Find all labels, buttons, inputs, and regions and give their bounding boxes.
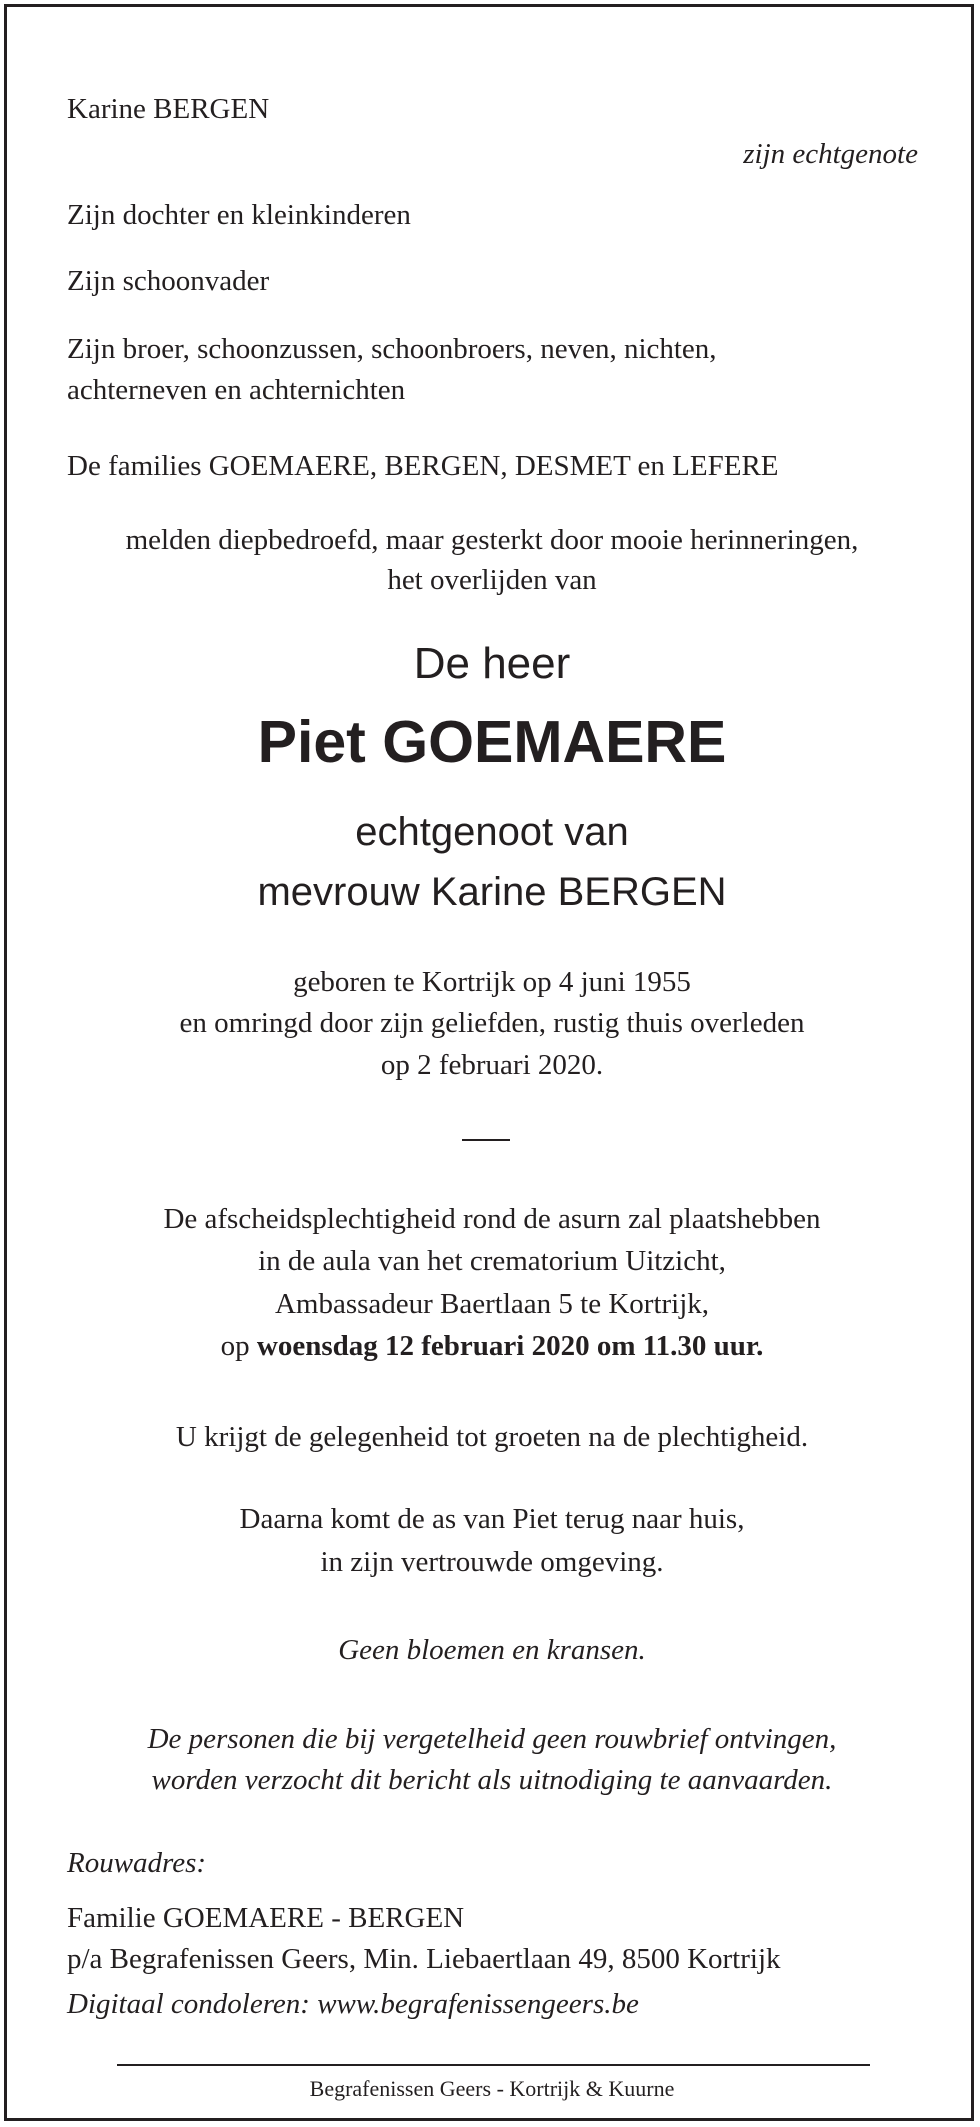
obituary-card bbox=[4, 4, 974, 2121]
spouse-name: Karine BERGEN bbox=[67, 93, 270, 125]
footer-text: Begrafenissen Geers - Kortrijk & Kuurne bbox=[309, 2076, 675, 2101]
families-line: De families GOEMAERE, BERGEN, DESMET en LEFERE bbox=[67, 450, 779, 482]
siblings-line-1: Zijn broer, schoonzussen, schoonbroers, neven, nichten, bbox=[67, 333, 717, 365]
announcement-line-1: melden diepbedroefd, maar gesterkt door mooie herinneringen, bbox=[125, 524, 859, 556]
ceremony-line-3: Ambassadeur Baertlaan 5 te Kortrijk, bbox=[274, 1288, 710, 1320]
relation-line-2: mevrouw Karine BERGEN bbox=[257, 870, 727, 914]
siblings-line-2: achterneven en achternichten bbox=[67, 374, 406, 406]
death-date-line: op 2 februari 2020. bbox=[380, 1049, 604, 1081]
father-in-law-line: Zijn schoonvader bbox=[67, 265, 270, 297]
address-label: Rouwadres: bbox=[67, 1847, 207, 1879]
spouse-role: zijn echtgenote bbox=[743, 138, 918, 170]
ceremony-line-1: De afscheidsplechtigheid rond de asurn zal plaatshebben bbox=[163, 1203, 821, 1235]
ceremony-line-2: in de aula van het crematorium Uitzicht, bbox=[258, 1245, 726, 1277]
deceased-name: Piet GOEMAERE bbox=[257, 709, 727, 775]
greeting-line: U krijgt de gelegenheid tot groeten na de plechtigheid. bbox=[175, 1421, 809, 1453]
announcement-line-2: het overlijden van bbox=[387, 564, 597, 596]
relation-line-1: echtgenoot van bbox=[355, 810, 629, 854]
notice-line-1: De personen die bij vergetelheid geen rouwbrief ontvingen, bbox=[147, 1723, 837, 1755]
ceremony-prefix: op bbox=[220, 1330, 250, 1362]
no-flowers-line: Geen bloemen en kransen. bbox=[338, 1634, 646, 1666]
ceremony-date-time: woensdag 12 februari 2020 om 11.30 uur. bbox=[256, 1330, 764, 1362]
ashes-line-2: in zijn vertrouwde omgeving. bbox=[320, 1546, 664, 1578]
footer-divider bbox=[117, 2064, 870, 2066]
address-line-1: Familie GOEMAERE - BERGEN bbox=[67, 1902, 465, 1934]
notice-line-2: worden verzocht dit bericht als uitnodiging te aanvaarden. bbox=[151, 1764, 833, 1796]
ceremony-line-4 bbox=[7, 1326, 977, 1366]
salutation: De heer bbox=[413, 639, 571, 688]
death-line: en omringd door zijn geliefden, rustig thuis overleden bbox=[179, 1007, 805, 1039]
condolence-line: Digitaal condoleren: www.begrafenissengeers.be bbox=[67, 1988, 639, 2020]
ashes-line-1: Daarna komt de as van Piet terug naar huis, bbox=[239, 1503, 745, 1535]
daughter-line: Zijn dochter en kleinkinderen bbox=[67, 199, 411, 231]
address-line-2: p/a Begrafenissen Geers, Min. Liebaertlaan 49, 8500 Kortrijk bbox=[67, 1943, 781, 1975]
birth-line: geboren te Kortrijk op 4 juni 1955 bbox=[293, 966, 691, 998]
short-divider bbox=[462, 1139, 510, 1141]
